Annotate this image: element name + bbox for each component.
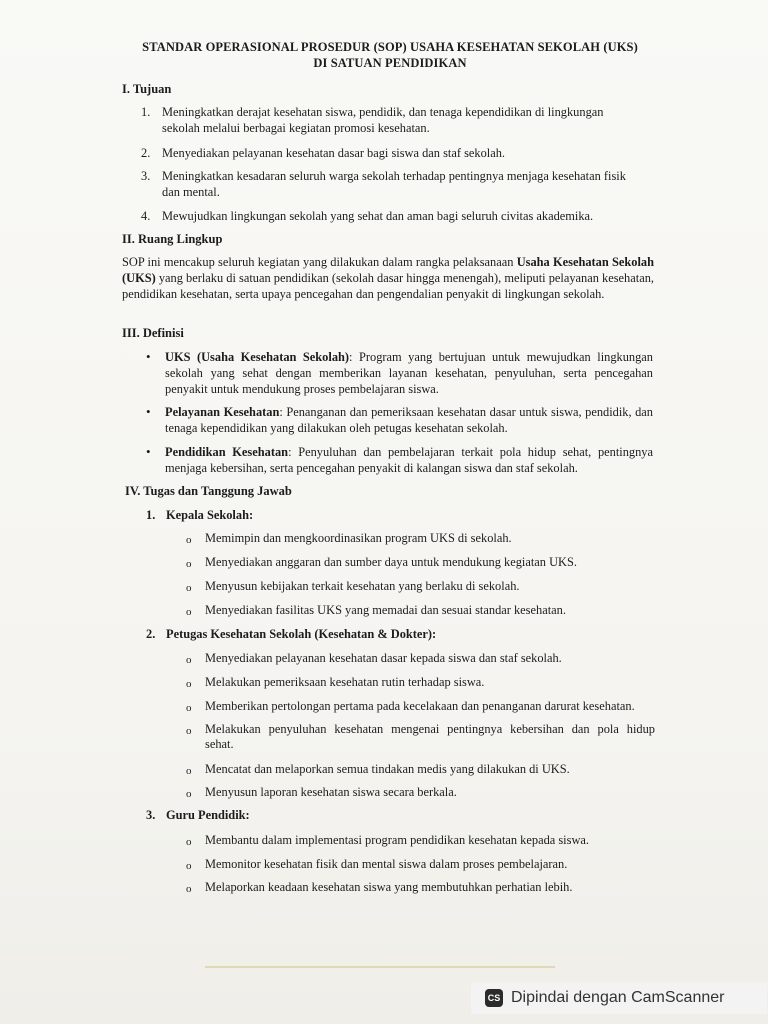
sub-bullet-icon: o xyxy=(186,606,192,618)
sub-bullet-icon: o xyxy=(186,883,192,895)
duty-item: Menyusun laporan kesehatan siswa secara berkala. xyxy=(205,785,457,799)
sub-bullet-icon: o xyxy=(186,702,192,714)
sub-bullet-icon: o xyxy=(186,654,192,666)
bullet-icon: • xyxy=(146,404,151,419)
sub-bullet-icon: o xyxy=(186,836,192,848)
definition-item xyxy=(165,404,653,436)
section-heading-tugas: IV. Tugas dan Tanggung Jawab xyxy=(125,484,292,498)
section-heading-definisi: III. Definisi xyxy=(122,326,184,340)
list-item-text: Mewujudkan lingkungan sekolah yang sehat dan aman bagi seluruh civitas akademika. xyxy=(162,209,594,223)
list-item-text: sekolah melalui berbagai kegiatan promosi kesehatan. xyxy=(162,121,430,135)
group-number: 1. xyxy=(146,508,156,522)
list-number: 2. xyxy=(141,146,151,160)
page-edge-line xyxy=(205,966,555,968)
camscanner-text: Dipindai dengan CamScanner xyxy=(511,989,725,1006)
list-number: 4. xyxy=(141,209,151,223)
sub-bullet-icon: o xyxy=(186,678,192,690)
definition-item xyxy=(165,349,653,397)
list-item-text: Meningkatkan kesadaran seluruh warga sekolah terhadap pentingnya menjaga kesehatan fisik xyxy=(162,169,626,183)
definition-text: : Penyuluhan dan pembelajaran terkait pola hidup sehat, pentingnya menjaga kebersihan, serta pencegahan penyakit di kalangan siswa dan staf sekolah. xyxy=(165,445,653,475)
duty-item: Melakukan pemeriksaan kesehatan rutin terhadap siswa. xyxy=(205,675,485,689)
group-number: 3. xyxy=(146,808,156,822)
duty-item: Memberikan pertolongan pertama pada kecelakaan dan penanganan darurat kesehatan. xyxy=(205,699,635,713)
duty-item: Mencatat dan melaporkan semua tindakan medis yang dilakukan di UKS. xyxy=(205,762,570,776)
section-heading-tujuan: I. Tujuan xyxy=(122,82,172,96)
section-heading-ruang-lingkup: II. Ruang Lingkup xyxy=(122,232,223,246)
group-number: 2. xyxy=(146,627,156,641)
list-item-text: Meningkatkan derajat kesehatan siswa, pendidik, dan tenaga kependidikan di lingkungan xyxy=(162,105,604,119)
duty-item: Menyediakan pelayanan kesehatan dasar kepada siswa dan staf sekolah. xyxy=(205,651,562,665)
duty-item: Menyediakan anggaran dan sumber daya untuk mendukung kegiatan UKS. xyxy=(205,555,577,569)
list-number: 3. xyxy=(141,169,151,183)
bullet-icon: • xyxy=(146,349,151,364)
camscanner-logo-icon: CS xyxy=(485,989,503,1007)
definition-text: : Penanganan dan pemeriksaan kesehatan dasar untuk siswa, pendidik, dan tenaga kependidikan yang dilakukan oleh petugas kesehatan sekolah. xyxy=(165,405,653,435)
sub-bullet-icon: o xyxy=(186,582,192,594)
sub-bullet-icon: o xyxy=(186,558,192,570)
duty-item: Memonitor kesehatan fisik dan mental siswa dalam proses pembelajaran. xyxy=(205,857,568,871)
scope-text-part1: SOP ini mencakup seluruh kegiatan yang dilakukan dalam rangka pelaksanaan xyxy=(122,255,517,269)
definition-text: : Program yang bertujuan untuk mewujudkan lingkungan sekolah yang sehat dengan memberikan layanan kesehatan, penyuluhan, serta pencegahan penyakit untuk mendukung proses pembelajaran siswa. xyxy=(165,350,653,396)
definition-term: Pendidikan Kesehatan xyxy=(165,445,289,459)
sub-bullet-icon: o xyxy=(186,788,192,800)
doc-title-line1: STANDAR OPERASIONAL PROSEDUR (SOP) USAHA KESEHATAN SEKOLAH (UKS) xyxy=(142,40,638,54)
list-item-text: Menyediakan pelayanan kesehatan dasar bagi siswa dan staf sekolah. xyxy=(162,146,506,160)
duty-item-continuation: sehat. xyxy=(205,737,234,751)
duty-item: Melaporkan keadaan kesehatan siswa yang membutuhkan perhatian lebih. xyxy=(205,880,573,894)
definition-term: UKS (Usaha Kesehatan Sekolah) xyxy=(165,350,350,364)
list-item-text: dan mental. xyxy=(162,185,220,199)
sub-bullet-icon: o xyxy=(186,765,192,777)
scope-text-part2: yang berlaku di satuan pendidikan (sekolah dasar hingga menengah), meliputi pelayanan kesehatan, pendidikan kesehatan, serta upaya pencegahan dan pengendalian penyakit di lingkungan sekolah. xyxy=(122,271,654,301)
scope-text-bold: Usaha Kesehatan Sekolah (UKS) xyxy=(122,255,655,285)
definition-item xyxy=(165,444,653,476)
scope-paragraph xyxy=(122,254,654,302)
duty-item: Menyediakan fasilitas UKS yang memadai dan sesuai standar kesehatan. xyxy=(205,603,566,617)
camscanner-watermark xyxy=(471,982,767,1014)
list-number: 1. xyxy=(141,105,151,119)
sub-bullet-icon: o xyxy=(186,534,192,546)
bullet-icon: • xyxy=(146,444,151,459)
duty-item: Menyusun kebijakan terkait kesehatan yang berlaku di sekolah. xyxy=(205,579,520,593)
sub-bullet-icon: o xyxy=(186,860,192,872)
group-title: Kepala Sekolah: xyxy=(166,508,254,522)
doc-title-line2: DI SATUAN PENDIDIKAN xyxy=(313,56,467,70)
duty-item: Membantu dalam implementasi program pendidikan kesehatan kepada siswa. xyxy=(205,833,589,847)
duty-item: Memimpin dan mengkoordinasikan program UKS di sekolah. xyxy=(205,531,512,545)
group-title: Petugas Kesehatan Sekolah (Kesehatan & Dokter): xyxy=(166,627,437,641)
group-title: Guru Pendidik: xyxy=(166,808,250,822)
duty-item: Melakukan penyuluhan kesehatan mengenai pentingnya kebersihan dan pola hidup xyxy=(205,722,655,736)
definition-term: Pelayanan Kesehatan xyxy=(165,405,280,419)
sub-bullet-icon: o xyxy=(186,725,192,737)
